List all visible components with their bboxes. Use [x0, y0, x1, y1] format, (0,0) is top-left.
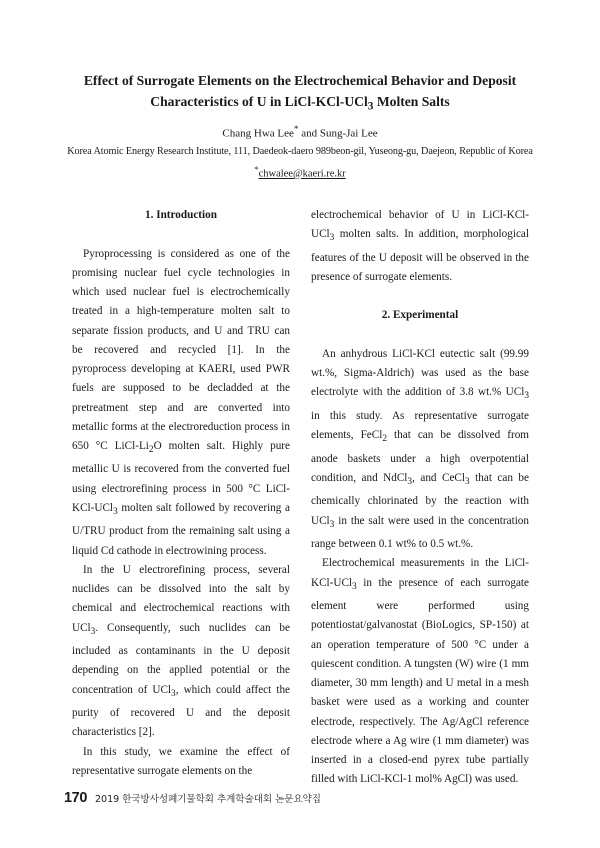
- proceedings-title: 2019 한국방사성폐기물학회 추계학술대회 논문요약집: [95, 794, 321, 805]
- left-column: [72, 206, 290, 781]
- intro-paragraph-continued: electrochemical behavior of U in LiCl-KCl-UCl$_3$ molten salts. In addition, morphological features of the U deposit will be observed in the presence of surrogate elements.: [311, 209, 529, 283]
- intro-paragraph-3: In this study, we examine the effect of representative surrogate elements on the: [72, 745, 290, 777]
- section-heading-introduction: 1. Introduction: [145, 209, 217, 221]
- email-link[interactable]: chwalee@kaeri.re.kr: [258, 168, 346, 180]
- page-number: 170: [64, 790, 87, 806]
- experimental-paragraph-1: An anhydrous LiCl-KCl eutectic salt (99.99 wt.%, Sigma-Aldrich) was used as the base electrolyte with the addition of 3.8 wt.% UCl$_3$ in this study. As representative surrogate elements, FeCl$_2$ that can be dissolved from anode baskets under a high overpotential condition, and NdCl$_3$, and CeCl$_3$ that can be chemically chlorinated by the reaction with UCl$_3$ in the salt were used in the concentration range between 0.1 wt% to 0.5 wt.%.: [311, 347, 529, 551]
- page-footer: [64, 790, 321, 806]
- intro-paragraph-1: Pyroprocessing is considered as one of the promising nuclear fuel cycle technologies in which used nuclear fuel is electrochemically treated in a high-temperature molten salt to separate fission products, and U and TRU can be recovered and recycled [1]. In the pyroprocess developing at KAERI, used PWR fuels are supposed to be decladded at the pretreatment step and are converted into metallic forms at the electroreduction process in 650 °C LiCl-$Li_2O$ molten salt. Highly pure metallic U is recovered from the converted fuel using electrorefining process in 500 °C LiCl-KCl-UCl$_3$ molten salt followed by recovering a U/TRU product from the remaining salt using a liquid Cd cathode in electrowining process.: [72, 247, 290, 557]
- experimental-paragraph-2: Electrochemical measurements in the LiCl-KCl-UCl$_3$ in the presence of each surrogate element were performed using potentiostat/galvanostat (BioLogics, SP-150) at an operation temperature of 500 °C under a quiescent condition. A tungsten (W) wire (1 mm diameter, 30 mm length) and U metal in a mesh basket were used as a working and counter electrode, respectively. The Ag/AgCl reference electrode where a Ag wire (1 mm diameter) was inserted in a closed-end pyrex tube partially filled with LiCl-KCl-1 mol% AgCl) was used.: [311, 557, 529, 786]
- affiliation: Korea Atomic Energy Research Institute, 111, Daedeok-daero 989beon-gil, Yuseong-gu, Daejeon, Republic of Korea: [67, 146, 533, 157]
- title-line-2: Characteristics of U in LiCl-KCl-UCl$_3$ Molten Salts: [150, 94, 450, 113]
- intro-paragraph-2: In the U electrorefining process, several nuclides can be dissolved into the salt by chemical and electrochemical reactions with UCl$_3$. Consequently, such nuclides can be included as contaminants in the U deposit depending on the applied potential or the concentration of UCl$_3$, which could affect the purity of recovered U and the deposit characteristics [2].: [72, 563, 290, 739]
- paper-title: [40, 70, 560, 118]
- title-line-1: Effect of Surrogate Elements on the Electrochemical Behavior and Deposit: [83, 73, 517, 88]
- right-column: [311, 206, 529, 790]
- section-heading-experimental: 2. Experimental: [381, 309, 459, 322]
- author-list: Chang Hwa Lee* and Sung-Jai Lee: [222, 124, 378, 140]
- corresponding-email: *chwalee@kaeri.re.kr: [254, 164, 346, 180]
